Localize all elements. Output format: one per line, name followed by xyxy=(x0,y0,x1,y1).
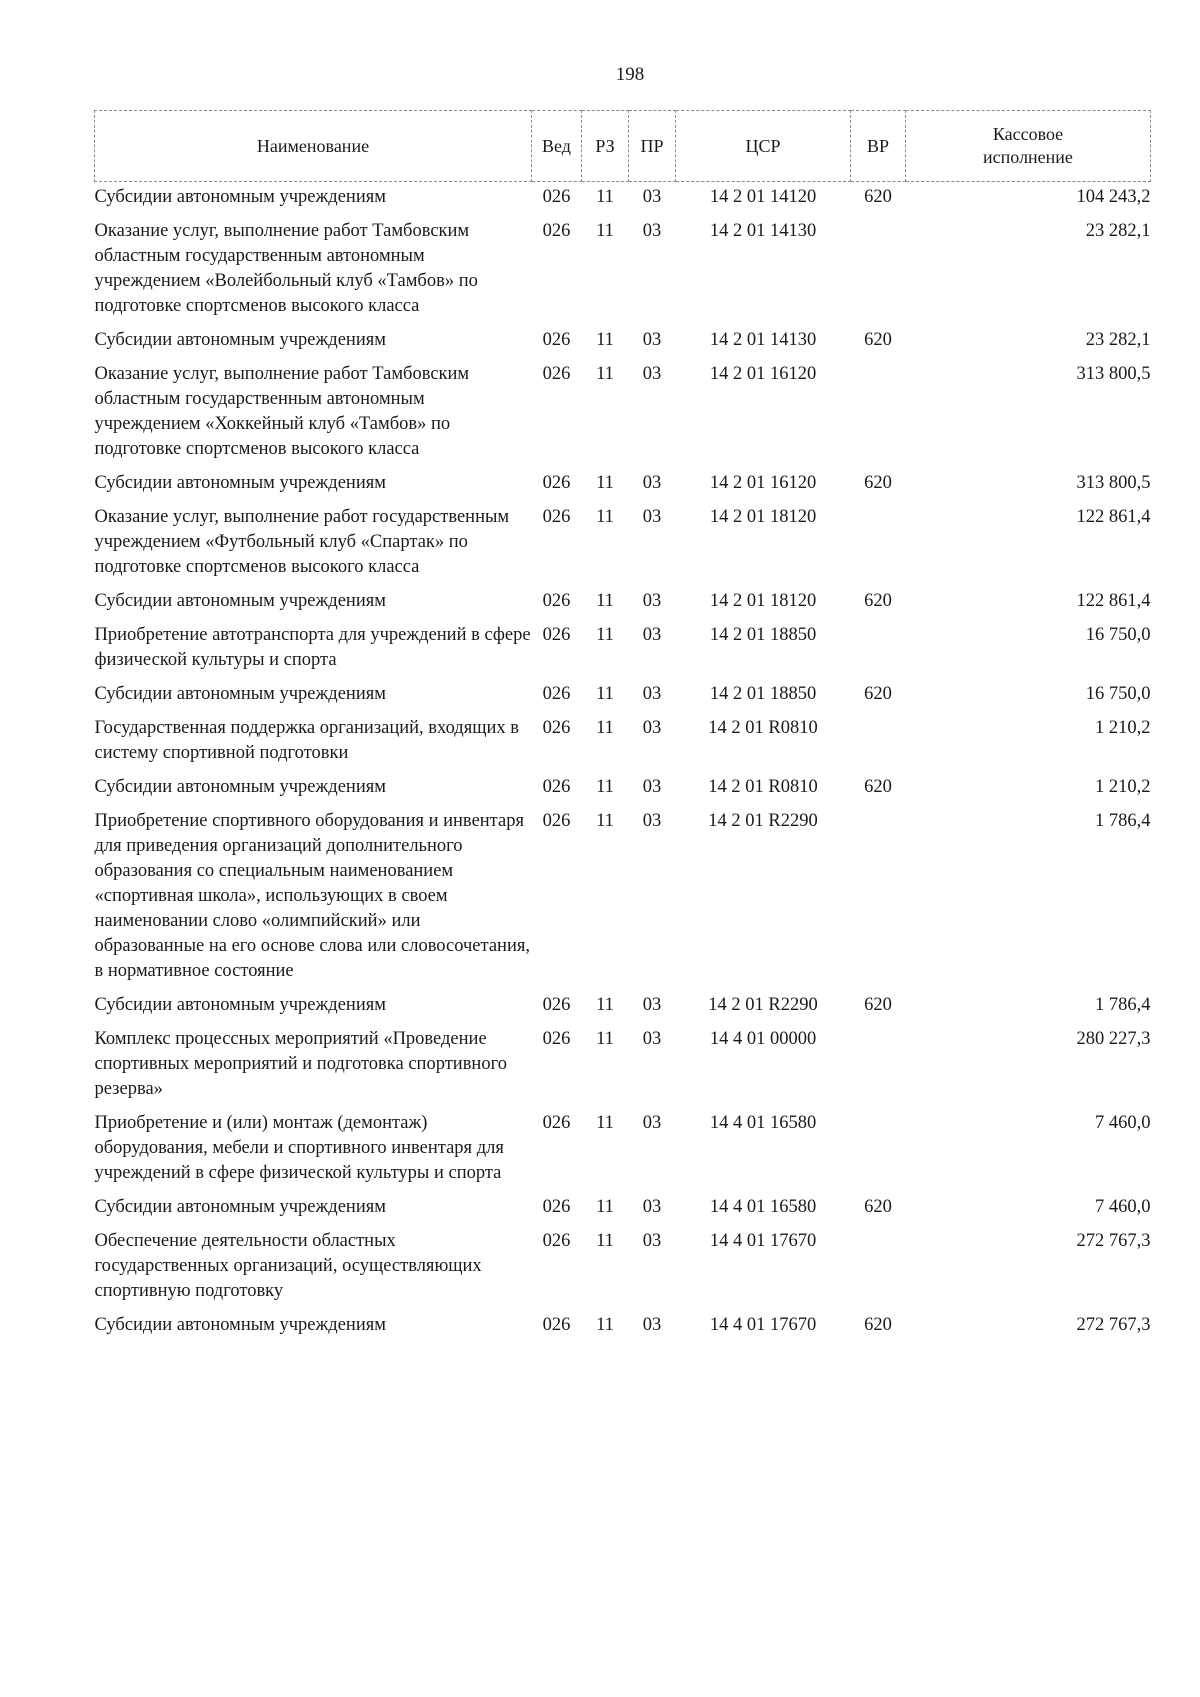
cell-rz: 11 xyxy=(596,1113,614,1133)
cell-pr: 03 xyxy=(642,777,662,797)
cell-vr xyxy=(851,1226,906,1310)
cell-name: Субсидии автономным учреждениям xyxy=(94,187,386,207)
cell-pr: 03 xyxy=(642,718,662,738)
cell-vr xyxy=(851,502,906,586)
table-row xyxy=(95,620,1151,679)
table-row xyxy=(95,359,1151,468)
cell-ved: 026 xyxy=(542,1113,571,1133)
cell-name: Оказание услуг, выполнение работ Тамбовским областным государственным автономным учреждением «Хоккейный клуб «Тамбов» по подготовке спортсменов высокого класса xyxy=(94,364,470,459)
table-row xyxy=(95,1024,1151,1108)
cell-amount: 122 861,4 xyxy=(1076,507,1151,527)
cell-pr: 03 xyxy=(642,591,662,611)
cell-csr: 14 2 01 14130 xyxy=(709,221,817,241)
cell-rz: 11 xyxy=(596,1231,614,1251)
cell-vr: 620 xyxy=(864,330,892,350)
cell-rz: 11 xyxy=(596,330,614,350)
cell-csr: 14 2 01 18120 xyxy=(709,591,817,611)
cell-pr: 03 xyxy=(642,364,662,384)
header-vr: ВР xyxy=(851,111,906,182)
cell-csr: 14 4 01 17670 xyxy=(709,1231,817,1251)
cell-vr xyxy=(851,1024,906,1108)
cell-ved: 026 xyxy=(542,1231,571,1251)
cell-csr: 14 4 01 17670 xyxy=(709,1315,817,1335)
cell-amount: 313 800,5 xyxy=(1076,364,1151,384)
cell-rz: 11 xyxy=(596,364,614,384)
cell-csr: 14 2 01 R2290 xyxy=(708,995,818,1015)
table-row xyxy=(95,806,1151,990)
cell-amount: 272 767,3 xyxy=(1076,1315,1151,1335)
cell-vr: 620 xyxy=(864,473,892,493)
cell-amount: 272 767,3 xyxy=(1076,1231,1151,1251)
cell-ved: 026 xyxy=(542,221,571,241)
table-row xyxy=(95,772,1151,806)
cell-rz: 11 xyxy=(596,507,614,527)
cell-vr: 620 xyxy=(864,591,892,611)
cell-pr: 03 xyxy=(642,995,662,1015)
cell-ved: 026 xyxy=(542,591,571,611)
cell-ved: 026 xyxy=(542,718,571,738)
cell-vr xyxy=(851,359,906,468)
cell-amount: 104 243,2 xyxy=(1076,187,1151,207)
cell-amount: 313 800,5 xyxy=(1076,473,1151,493)
cell-name: Субсидии автономным учреждениям xyxy=(94,1315,386,1335)
cell-amount: 1 786,4 xyxy=(1095,811,1151,831)
cell-rz: 11 xyxy=(596,1197,614,1217)
cell-ved: 026 xyxy=(542,625,571,645)
cell-pr: 03 xyxy=(642,684,662,704)
cell-ved: 026 xyxy=(542,364,571,384)
table-row xyxy=(95,325,1151,359)
cell-vr xyxy=(851,806,906,990)
cell-csr: 14 2 01 18850 xyxy=(709,625,817,645)
cell-pr: 03 xyxy=(642,625,662,645)
cell-ved: 026 xyxy=(542,473,571,493)
cell-name: Субсидии автономным учреждениям xyxy=(94,330,386,350)
cell-ved: 026 xyxy=(542,684,571,704)
table-row xyxy=(95,1226,1151,1310)
cell-vr xyxy=(851,713,906,772)
table-body xyxy=(95,182,1151,1345)
header-rz: РЗ xyxy=(582,111,629,182)
cell-name: Обеспечение деятельности областных государственных организаций, осуществляющих спортивную подготовку xyxy=(94,1231,482,1301)
header-pr: ПР xyxy=(629,111,676,182)
cell-name: Субсидии автономным учреждениям xyxy=(94,1197,386,1217)
cell-rz: 11 xyxy=(596,473,614,493)
cell-pr: 03 xyxy=(642,811,662,831)
cell-amount: 16 750,0 xyxy=(1085,625,1151,645)
cell-csr: 14 4 01 00000 xyxy=(709,1029,817,1049)
cell-ved: 026 xyxy=(542,777,571,797)
cell-vr: 620 xyxy=(864,777,892,797)
cell-ved: 026 xyxy=(542,187,571,207)
header-ved: Вед xyxy=(532,111,582,182)
cell-name: Приобретение автотранспорта для учреждений в сфере физической культуры и спорта xyxy=(94,625,531,670)
cell-pr: 03 xyxy=(642,1231,662,1251)
cell-pr: 03 xyxy=(642,330,662,350)
table-row xyxy=(95,713,1151,772)
table-header-row xyxy=(95,111,1151,182)
header-name: Наименование xyxy=(95,111,532,182)
cell-ved: 026 xyxy=(542,1029,571,1049)
cell-vr xyxy=(851,216,906,325)
cell-pr: 03 xyxy=(642,1315,662,1335)
cell-name: Государственная поддержка организаций, входящих в систему спортивной подготовки xyxy=(94,718,519,763)
cell-name: Субсидии автономным учреждениям xyxy=(94,473,386,493)
cell-amount: 7 460,0 xyxy=(1095,1113,1151,1133)
cell-name: Субсидии автономным учреждениям xyxy=(94,777,386,797)
cell-ved: 026 xyxy=(542,1197,571,1217)
cell-csr: 14 2 01 16120 xyxy=(709,473,817,493)
cell-pr: 03 xyxy=(642,1113,662,1133)
cell-pr: 03 xyxy=(642,221,662,241)
cell-vr xyxy=(851,620,906,679)
cell-csr: 14 2 01 14130 xyxy=(709,330,817,350)
cell-pr: 03 xyxy=(642,507,662,527)
page-number: 198 xyxy=(615,64,645,85)
cell-csr: 14 2 01 R0810 xyxy=(708,718,818,738)
cell-name: Субсидии автономным учреждениям xyxy=(94,684,386,704)
table-row xyxy=(95,182,1151,217)
cell-name: Оказание услуг, выполнение работ государственным учреждением «Футбольный клуб «Спартак» по подготовке спортсменов высокого класса xyxy=(94,507,510,577)
cell-name: Оказание услуг, выполнение работ Тамбовским областным государственным автономным учреждением «Волейбольный клуб «Тамбов» по подготовке спортсменов высокого класса xyxy=(94,221,478,316)
cell-csr: 14 2 01 R0810 xyxy=(708,777,818,797)
cell-amount: 23 282,1 xyxy=(1085,221,1151,241)
cell-rz: 11 xyxy=(596,995,614,1015)
cell-rz: 11 xyxy=(596,1315,614,1335)
cell-rz: 11 xyxy=(596,811,614,831)
cell-amount: 7 460,0 xyxy=(1095,1197,1151,1217)
cell-vr: 620 xyxy=(864,1315,892,1335)
cell-ved: 026 xyxy=(542,1315,571,1335)
cell-pr: 03 xyxy=(642,187,662,207)
cell-pr: 03 xyxy=(642,1029,662,1049)
header-amount-line1: Кассовое xyxy=(992,124,1064,144)
cell-name: Приобретение и (или) монтаж (демонтаж) оборудования, мебели и спортивного инвентаря для учреждений в сфере физической культуры и спорта xyxy=(94,1113,504,1183)
cell-vr: 620 xyxy=(864,187,892,207)
cell-rz: 11 xyxy=(596,221,614,241)
cell-amount: 1 210,2 xyxy=(1095,718,1151,738)
table-row xyxy=(95,502,1151,586)
cell-amount: 1 786,4 xyxy=(1095,995,1151,1015)
cell-csr: 14 2 01 R2290 xyxy=(708,811,818,831)
cell-vr: 620 xyxy=(864,684,892,704)
cell-rz: 11 xyxy=(596,777,614,797)
cell-vr: 620 xyxy=(864,1197,892,1217)
cell-csr: 14 4 01 16580 xyxy=(709,1113,817,1133)
budget-table xyxy=(94,110,1151,1344)
cell-vr xyxy=(851,1108,906,1192)
cell-amount: 280 227,3 xyxy=(1076,1029,1151,1049)
cell-rz: 11 xyxy=(596,718,614,738)
cell-csr: 14 2 01 18120 xyxy=(709,507,817,527)
cell-amount: 23 282,1 xyxy=(1085,330,1151,350)
cell-ved: 026 xyxy=(542,995,571,1015)
cell-ved: 026 xyxy=(542,330,571,350)
table-row xyxy=(95,1108,1151,1192)
table-row xyxy=(95,1310,1151,1344)
cell-name: Субсидии автономным учреждениям xyxy=(94,995,386,1015)
cell-rz: 11 xyxy=(596,625,614,645)
cell-vr: 620 xyxy=(864,995,892,1015)
cell-pr: 03 xyxy=(642,1197,662,1217)
cell-csr: 14 2 01 18850 xyxy=(709,684,817,704)
cell-amount: 1 210,2 xyxy=(1095,777,1151,797)
header-amount-line2: исполнение xyxy=(983,147,1073,167)
cell-name: Комплекс процессных мероприятий «Проведение спортивных мероприятий и подготовка спортивного резерва» xyxy=(94,1029,507,1099)
cell-csr: 14 2 01 14120 xyxy=(709,187,817,207)
cell-name: Приобретение спортивного оборудования и инвентаря для приведения организаций дополнительного образования со специальным наименованием «спортивная школа», использующих в своем наименовании слово «олимпийский» или образованные на его основе слова или словосочетания, в нормативное состояние xyxy=(94,811,530,981)
table-row xyxy=(95,990,1151,1024)
cell-name: Субсидии автономным учреждениям xyxy=(94,591,386,611)
cell-ved: 026 xyxy=(542,811,571,831)
header-csr: ЦСР xyxy=(676,111,851,182)
cell-rz: 11 xyxy=(596,187,614,207)
cell-amount: 16 750,0 xyxy=(1085,684,1151,704)
table-row xyxy=(95,468,1151,502)
cell-rz: 11 xyxy=(596,591,614,611)
cell-pr: 03 xyxy=(642,473,662,493)
cell-ved: 026 xyxy=(542,507,571,527)
header-amount xyxy=(906,111,1151,182)
cell-rz: 11 xyxy=(596,1029,614,1049)
cell-rz: 11 xyxy=(596,684,614,704)
table-row xyxy=(95,679,1151,713)
table-row xyxy=(95,1192,1151,1226)
table-row xyxy=(95,216,1151,325)
cell-csr: 14 2 01 16120 xyxy=(709,364,817,384)
cell-csr: 14 4 01 16580 xyxy=(709,1197,817,1217)
cell-amount: 122 861,4 xyxy=(1076,591,1151,611)
table-row xyxy=(95,586,1151,620)
